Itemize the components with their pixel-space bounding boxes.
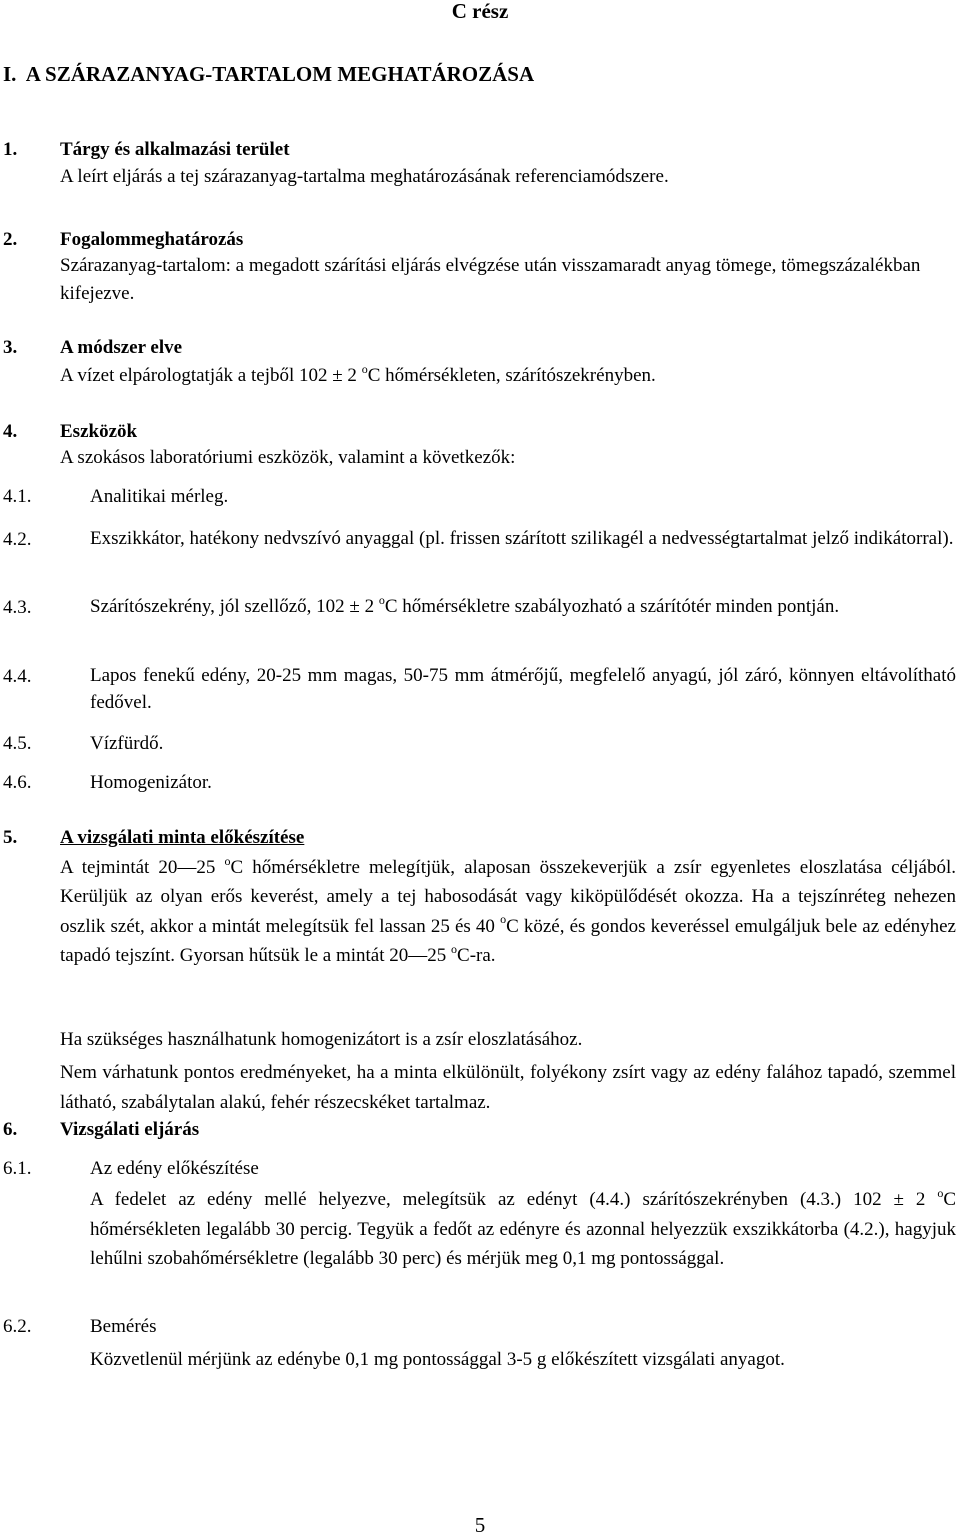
s6-heading: Vizsgálati eljárás	[60, 1119, 200, 1140]
s1-number: 1.	[3, 139, 18, 160]
s1-text: A leírt eljárás a tej szárazanyag-tartalma meghatározásának referenciamódszere.	[60, 166, 669, 187]
s4-number: 4.	[3, 421, 18, 442]
s1-heading: Tárgy és alkalmazási terület	[60, 139, 290, 160]
part-title: C rész	[451, 0, 509, 23]
s4-item-number: 4.5.	[3, 733, 32, 754]
s4-item-text: Lapos fenekű edény, 20-25 mm magas, 50-75 mm átmérőjű, megfelelő anyagú, jól záró, könnyen eltávolítható fedővel.	[90, 665, 956, 713]
s2-number: 2.	[3, 229, 18, 250]
s6-1-paragraph: A fedelet az edény mellé helyezve, melegítsük az edényt (4.4.) szárítószekrényben (4.3.) 102 ± 2 $^o$C hőmérsékleten legalább 30 percig. Tegyük a fedőt az edényre és azonnal helyezzük exszikkátorba (4.2.), hagyjuk lehűlni szobahőmérsékletre (legalább 30 perc) és mérjük meg 0,1 mg pontossággal.	[90, 1185, 956, 1269]
s4-item-text: Vízfürdő.	[90, 733, 164, 754]
s4-item-number: 4.2.	[3, 529, 32, 550]
s6-1-heading: Az edény előkészítése	[90, 1158, 259, 1179]
s3-text: A vízet elpárologtatják a tejből 102 ± 2 $^o$C hőmérsékleten, szárítószekrényben.	[60, 361, 656, 386]
s3-number: 3.	[3, 337, 18, 358]
s6-2-heading: Bemérés	[90, 1316, 157, 1337]
s5-paragraph-3: Nem várhatunk pontos eredményeket, ha a minta elkülönült, folyékony zsírt vagy az edény falához tapadó, szemmel látható, szabálytalan alakú, fehér részecskéket tartalmaz.	[60, 1062, 956, 1113]
s4-item-number: 4.3.	[3, 597, 32, 618]
s4-item-text: Homogenizátor.	[90, 772, 212, 793]
s6-2-paragraph: Közvetlenül mérjünk az edénybe 0,1 mg pontossággal 3-5 g előkészített vizsgálati anyagot.	[90, 1349, 785, 1370]
s4-item-number: 4.4.	[3, 666, 32, 687]
s5-number: 5.	[3, 827, 18, 848]
s6-2-number: 6.2.	[3, 1316, 32, 1337]
section-title: I. A SZÁRAZANYAG-TARTALOM MEGHATÁROZÁSA	[3, 62, 535, 86]
s5-heading: A vizsgálati minta előkészítése	[60, 827, 305, 848]
s4-item-number: 4.1.	[3, 486, 32, 507]
s6-number: 6.	[3, 1119, 18, 1140]
s4-intro: A szokásos laboratóriumi eszközök, valamint a következők:	[60, 447, 516, 468]
s6-1-number: 6.1.	[3, 1158, 32, 1179]
page-number: 5	[474, 1513, 486, 1537]
s5-paragraph-2: Ha szükséges használhatunk homogenizátort is a zsír eloszlatásához.	[60, 1029, 583, 1050]
s3-heading: A módszer elve	[60, 337, 183, 358]
s2-heading: Fogalommeghatározás	[60, 229, 244, 250]
s4-item-number: 4.6.	[3, 772, 32, 793]
s4-item-text: Szárítószekrény, jól szellőző, 102 ± 2 $^o$C hőmérsékletre szabályozható a szárítótér minden pontján.	[90, 592, 840, 617]
s5-paragraph-1: A tejmintát 20—25 $^o$C hőmérsékletre melegítjük, alaposan összekeverjük a zsír egyenletes eloszlatása céljából. Kerüljük az olyan erős keverést, amely a tej habosodását vagy kiköpülődését okozza. Ha a tejszínréteg nehezen oszlik szét, akkor a mintát melegítsük fel lassan 25 és 40 $^o$C közé, és gondos keveréssel emulgáljuk bele az edényhez tapadó tejszínt. Gyorsan hűtsük le a mintát 20—25 $^o$C-ra.	[60, 853, 957, 966]
s4-item-text: Exszikkátor, hatékony nedvszívó anyaggal (pl. frissen szárított szilikagél a nedvességtartalmat jelző indikátorral).	[90, 528, 954, 549]
s4-item-text: Analitikai mérleg.	[90, 486, 229, 507]
s2-text: Szárazanyag-tartalom: a megadott szárítási eljárás elvégzése után visszamaradt anyag tömege, tömegszázalékban kifejezve.	[60, 255, 921, 304]
s4-heading: Eszközök	[60, 421, 138, 442]
